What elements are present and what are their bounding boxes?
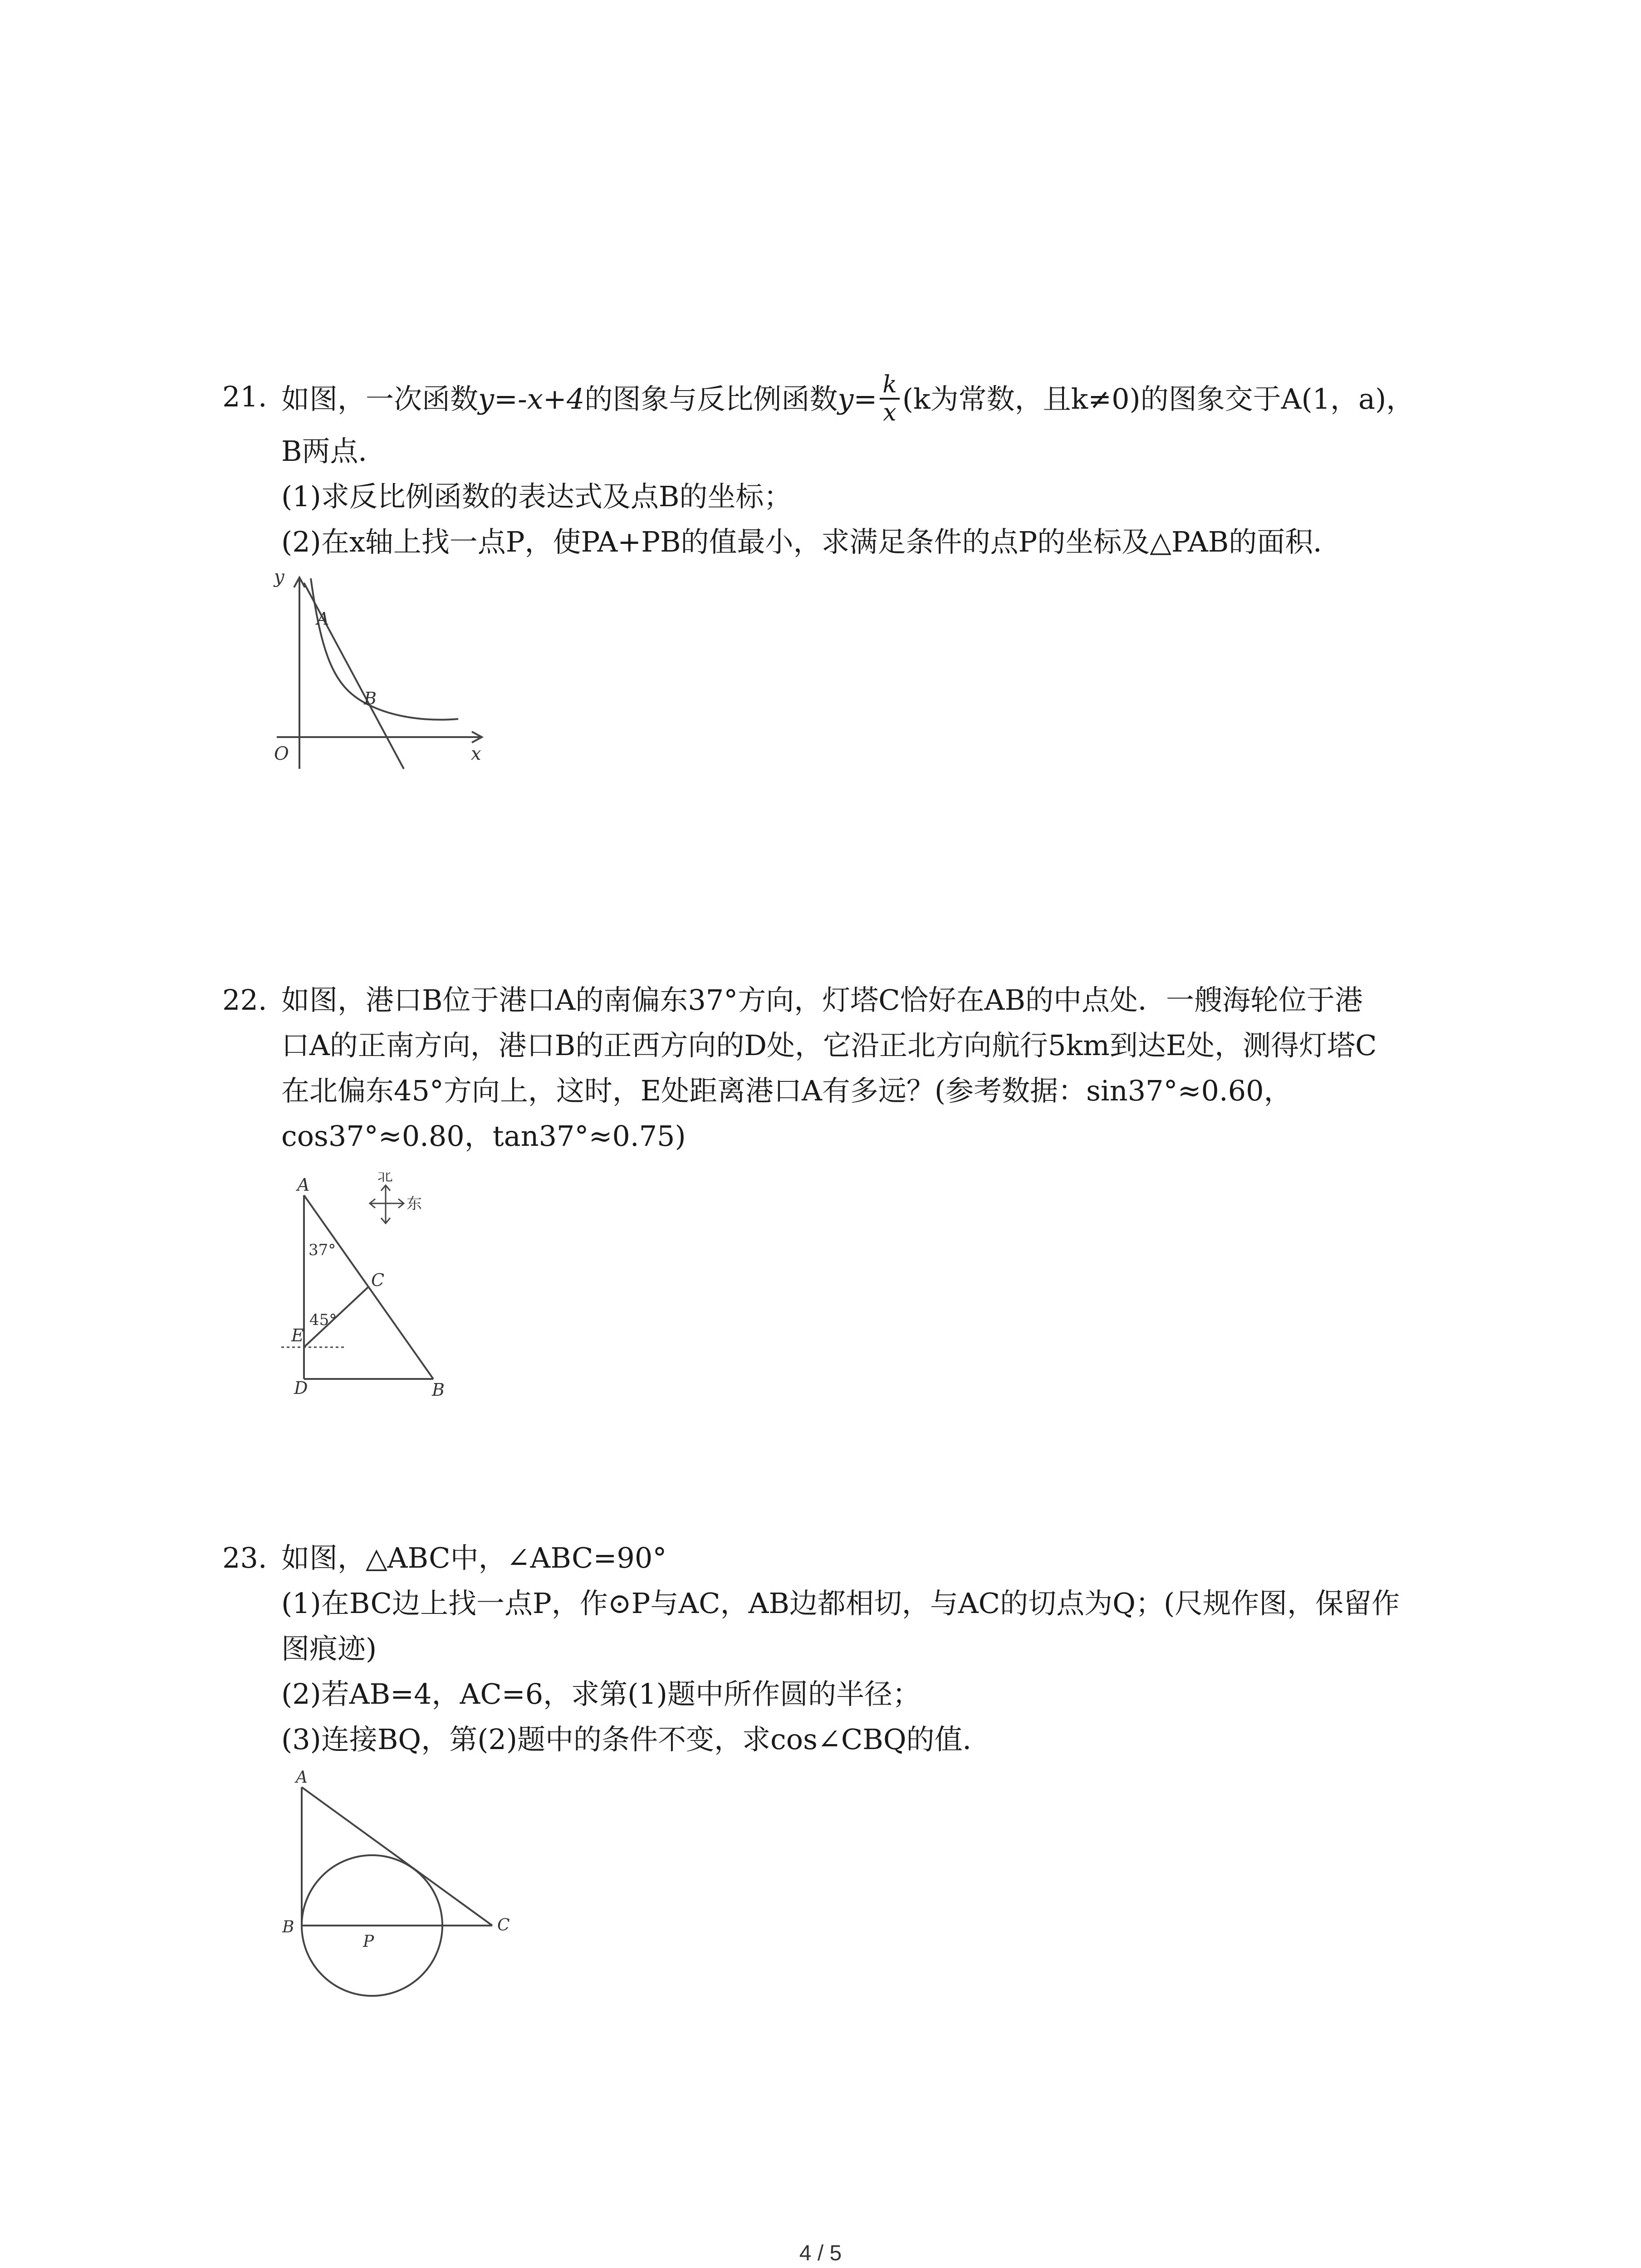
angle-37-label: 37° bbox=[309, 1241, 336, 1259]
q23-part-2: (2)若AB=4，AC=6，求第(1)题中所作圆的半径； bbox=[281, 1677, 921, 1711]
q22-line-3: 在北偏东45°方向上，这时，E处距离港口A有多远？(参考数据：sin37°≈0.60， bbox=[281, 1074, 1292, 1107]
q23-part-3: (3)连接BQ，第(2)题中的条件不变，求cos∠CBQ的值． bbox=[281, 1723, 991, 1756]
question-21 bbox=[222, 371, 1456, 565]
q21-inverse-fn: y= bbox=[838, 382, 877, 416]
hyperbola-curve bbox=[311, 578, 458, 720]
point-a-label: A bbox=[317, 609, 329, 629]
angle-45-label: 45° bbox=[309, 1311, 337, 1329]
q23-text: 如图，△ABC中，∠ABC=90° bbox=[281, 1541, 667, 1574]
point-b-label: B bbox=[364, 689, 377, 709]
q21-linear-fn: y=-x+4 bbox=[478, 382, 585, 416]
axis-label-y: y bbox=[274, 569, 284, 587]
q21-line-1 bbox=[222, 371, 1456, 429]
compass-icon bbox=[370, 1185, 404, 1223]
point-d-label: D bbox=[294, 1378, 308, 1398]
point-c-label: C bbox=[371, 1270, 385, 1290]
q21-graph bbox=[268, 569, 504, 778]
question-22 bbox=[222, 978, 1456, 1159]
q21-line-2: B两点． bbox=[281, 435, 387, 468]
compass-east-label: 东 bbox=[407, 1195, 422, 1213]
q22-diagram bbox=[272, 1173, 472, 1404]
q22-text: 如图，港口B位于港口A的南偏东37°方向，灯塔C恰好在AB的中点处．一艘海轮位于港 bbox=[281, 983, 1363, 1017]
question-number: 23. bbox=[222, 1541, 267, 1574]
question-23 bbox=[222, 1535, 1456, 1762]
q22-line-2: 口A的正南方向，港口B的正西方向的D处，它沿正北方向航行5km到达E处，测得灯塔C bbox=[281, 1029, 1377, 1062]
q23-figure bbox=[272, 1769, 526, 2007]
q21-figure bbox=[268, 569, 504, 780]
q21-text: 的图象与反比例函数 bbox=[584, 382, 838, 416]
segment-ab bbox=[304, 1195, 433, 1379]
q21-point-a: A(1，a)， bbox=[1281, 382, 1415, 416]
question-number: 22. bbox=[222, 983, 267, 1017]
q21-text: 如图，一次函数 bbox=[281, 382, 479, 416]
point-a-label: A bbox=[296, 1769, 308, 1787]
question-number: 21. bbox=[222, 380, 267, 413]
q21-part-1: (1)求反比例函数的表达式及点B的坐标； bbox=[281, 480, 792, 513]
point-b-label: B bbox=[282, 1918, 294, 1936]
point-a-label: A bbox=[297, 1175, 310, 1195]
q23-part-1: (1)在BC边上找一点P，作⊙P与AC，AB边都相切，与AC的切点为Q；(尺规作图，保留作 bbox=[281, 1587, 1400, 1620]
q23-line-1 bbox=[222, 1535, 1456, 1581]
page-number: 4 / 5 bbox=[799, 2241, 842, 2265]
fraction-denominator: x bbox=[883, 399, 896, 426]
segment-ac bbox=[302, 1787, 492, 1926]
q22-line-4: cos37°≈0.80，tan37°≈0.75) bbox=[281, 1119, 686, 1153]
fraction-numerator: k bbox=[880, 371, 900, 400]
q21-part-2: (2)在x轴上找一点P，使PA+PB的值最小，求满足条件的点P的坐标及△PAB的面积． bbox=[281, 525, 1342, 558]
origin-label: O bbox=[274, 743, 289, 764]
point-p-label: P bbox=[363, 1932, 374, 1951]
q23-part-1-cont: 图痕迹) bbox=[281, 1632, 377, 1665]
q21-text: (k为常数，且k≠0)的图象交于 bbox=[902, 382, 1281, 416]
axis-label-x: x bbox=[471, 743, 481, 764]
point-c-label: C bbox=[497, 1916, 510, 1935]
q22-figure bbox=[272, 1173, 472, 1406]
compass-north-label: 北 bbox=[377, 1173, 393, 1185]
q22-line-1 bbox=[222, 978, 1456, 1023]
point-e-label: E bbox=[291, 1325, 304, 1345]
point-b-label: B bbox=[432, 1380, 445, 1400]
q23-diagram bbox=[272, 1769, 526, 2005]
fraction-k-over-x bbox=[880, 371, 900, 426]
